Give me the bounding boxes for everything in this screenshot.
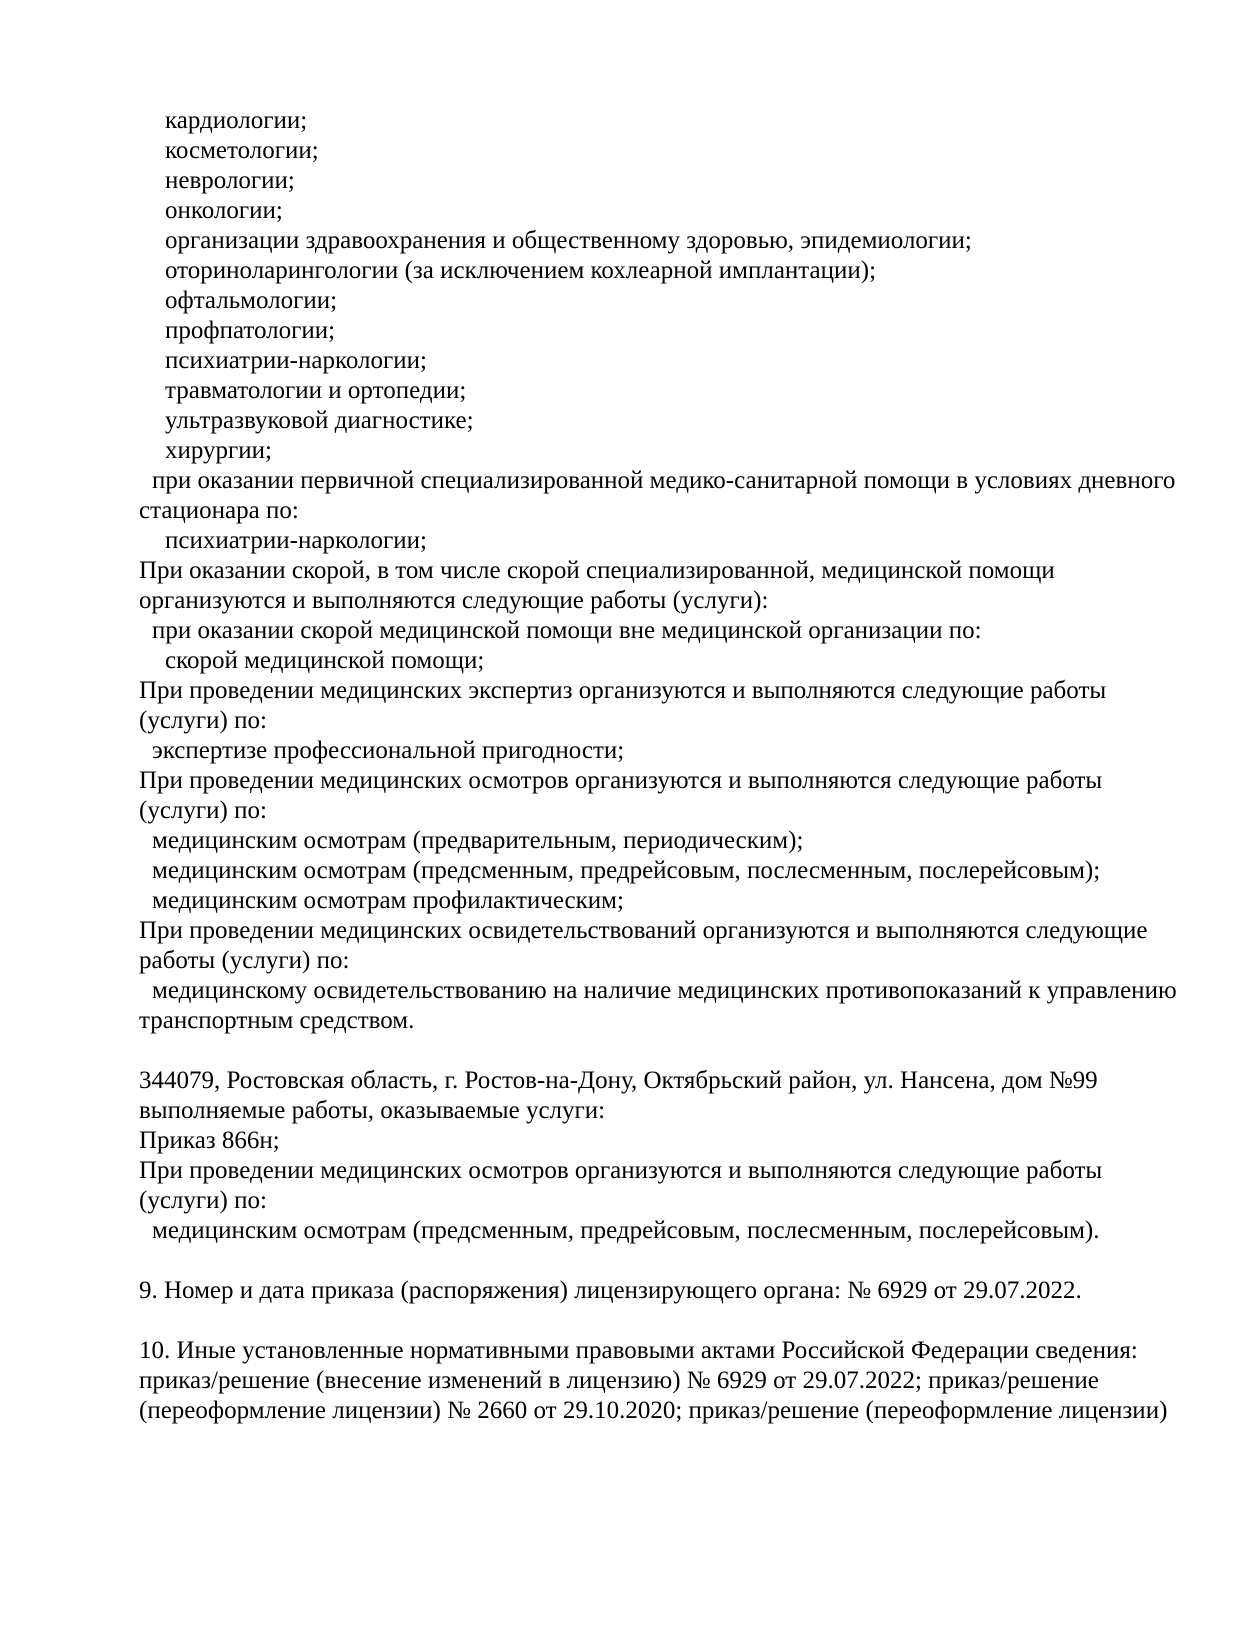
text-line: медицинским осмотрам (предварительным, периодическим); <box>152 827 804 854</box>
text-line: При проведении медицинских освидетельствований организуются и выполняются следующие <box>139 917 1148 944</box>
text-line: Приказ 866н; <box>139 1127 280 1154</box>
text-line: организуются и выполняются следующие работы (услуги): <box>139 587 769 614</box>
text-line: 10. Иные установленные нормативными правовыми актами Российской Федерации сведения: <box>139 1337 1138 1364</box>
text-line: медицинскому освидетельствованию на наличие медицинских противопоказаний к управлению <box>152 977 1177 1004</box>
text-line: транспортным средством. <box>139 1007 415 1034</box>
text-line: 9. Номер и дата приказа (распоряжения) лицензирующего органа: № 6929 от 29.07.2022. <box>139 1277 1082 1304</box>
text-line <box>139 1306 1200 1336</box>
text-line: хирургии; <box>165 437 273 464</box>
text-line: оториноларингологии (за исключением кохлеарной имплантации); <box>165 257 877 284</box>
text-line: стационара по: <box>139 497 299 524</box>
text-line: кардиологии; <box>165 107 308 134</box>
text-line: (переоформление лицензии) № 2660 от 29.10.2020; приказ/решение (переоформление лицензии) <box>139 1397 1168 1424</box>
text-line: (услуги) по: <box>139 797 267 824</box>
text-line: при оказании первичной специализированной медико-санитарной помощи в условиях дневного <box>152 467 1176 494</box>
text-line: приказ/решение (внесение изменений в лицензию) № 6929 от 29.07.2022; приказ/решение <box>139 1367 1099 1394</box>
text-line <box>139 1246 1200 1276</box>
text-line: психиатрии-наркологии; <box>165 527 427 554</box>
text-line: скорой медицинской помощи; <box>165 647 485 674</box>
text-line: медицинским осмотрам (предсменным, предрейсовым, послесменным, послерейсовым). <box>152 1217 1100 1244</box>
text-line <box>139 1036 1200 1066</box>
text-line: При проведении медицинских осмотров организуются и выполняются следующие работы <box>139 1157 1103 1184</box>
text-line: ультразвуковой диагностике; <box>165 407 474 434</box>
text-line: При проведении медицинских осмотров организуются и выполняются следующие работы <box>139 767 1103 794</box>
text-line: неврологии; <box>165 167 295 194</box>
text-line: экспертизе профессиональной пригодности; <box>152 737 625 764</box>
text-line: травматологии и ортопедии; <box>165 377 467 404</box>
text-line: при оказании скорой медицинской помощи вне медицинской организации по: <box>152 617 982 644</box>
license-text <box>139 106 1200 1426</box>
text-line: онкологии; <box>165 197 283 224</box>
text-line: (услуги) по: <box>139 707 267 734</box>
text-line: психиатрии-наркологии; <box>165 347 427 374</box>
text-line: 344079, Ростовская область, г. Ростов-на-Дону, Октябрьский район, ул. Нансена, дом №99 <box>139 1067 1098 1094</box>
text-line: выполняемые работы, оказываемые услуги: <box>139 1097 606 1124</box>
text-line: При оказании скорой, в том числе скорой специализированной, медицинской помощи <box>139 557 1055 584</box>
text-line: (услуги) по: <box>139 1187 267 1214</box>
text-line: офтальмологии; <box>165 287 338 314</box>
text-line: медицинским осмотрам (предсменным, предрейсовым, послесменным, послерейсовым); <box>152 857 1101 884</box>
text-line: При проведении медицинских экспертиз организуются и выполняются следующие работы <box>139 677 1107 704</box>
text-line: медицинским осмотрам профилактическим; <box>152 887 624 914</box>
text-line: косметологии; <box>165 137 319 164</box>
text-line: работы (услуги) по: <box>139 947 350 974</box>
text-line: профпатологии; <box>165 317 336 344</box>
text-line: организации здравоохранения и общественному здоровью, эпидемиологии; <box>165 227 972 254</box>
